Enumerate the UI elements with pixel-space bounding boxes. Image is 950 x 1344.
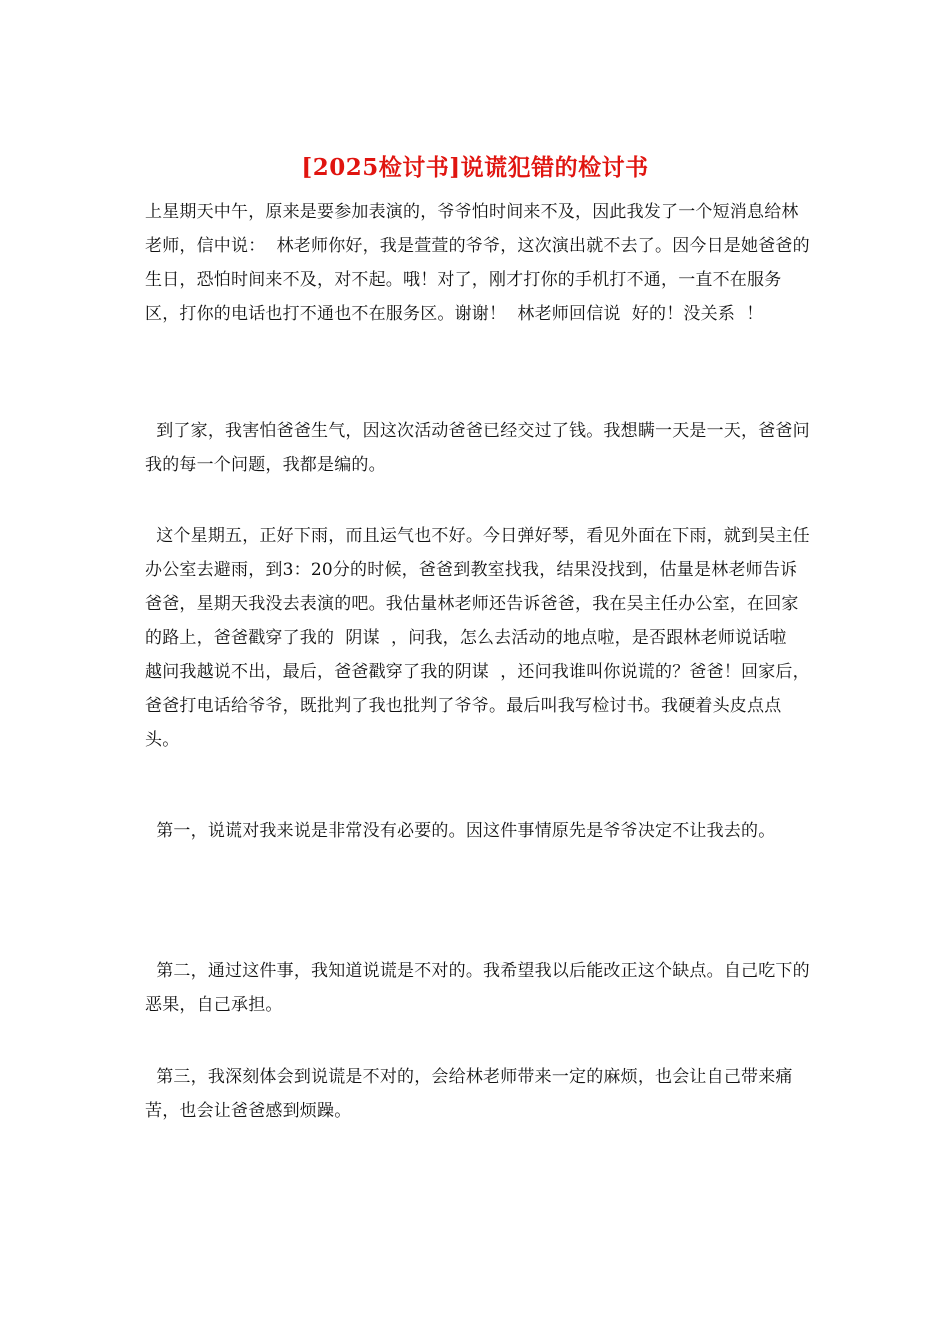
paragraph-3: 这个星期五，正好下雨，而且运气也不好。今日弹好琴，看见外面在下雨，就到吴主任办公室去避雨，到3：20分的时候，爸爸到教室找我，结果没找到，估量是林老师告诉爸爸，星期天我没去表演的吧。我估量林老师还告诉爸爸，我在吴主任办公室，在回家的路上，爸爸戳穿了我的 阴谋 ，问我，怎么去活动的地点啦，是否跟林老师说话啦 越问我越说不出，最后，爸爸戳穿了我的阴谋 ，还问我谁叫你说谎的？爸爸！回家后，爸爸打电话给爷爷，既批判了我也批判了爷爷。最后叫我写检讨书。我硬着头皮点点头。 xyxy=(145,526,810,750)
paragraph-2: 到了家，我害怕爸爸生气，因这次活动爸爸已经交过了钱。我想瞒一天是一天，爸爸问我的每一个问题，我都是编的。 xyxy=(145,421,810,475)
paragraph-6: 第三，我深刻体会到说谎是不对的，会给林老师带来一定的麻烦，也会让自己带来痛苦，也会让爸爸感到烦躁。 xyxy=(145,1067,793,1121)
paragraph-5: 第二，通过这件事，我知道说谎是不对的。我希望我以后能改正这个缺点。自己吃下的恶果，自己承担。 xyxy=(145,961,810,1015)
paragraph-4: 第一，说谎对我来说是非常没有必要的。因这件事情原先是爷爷决定不让我去的。 xyxy=(145,821,776,841)
document-title: [2025检讨书]说谎犯错的检讨书 xyxy=(301,154,649,181)
paragraph-1: 上星期天中午，原来是要参加表演的，爷爷怕时间来不及，因此我发了一个短消息给林老师，信中说： 林老师你好，我是萱萱的爷爷，这次演出就不去了。因今日是她爸爸的生日，恐怕时间来不及，对不起。哦！对了，刚才打你的手机打不通，一直不在服务区，打你的电话也打不通也不在服务区。谢谢！ 林老师回信说 好的！没关系 ！ xyxy=(145,202,810,324)
